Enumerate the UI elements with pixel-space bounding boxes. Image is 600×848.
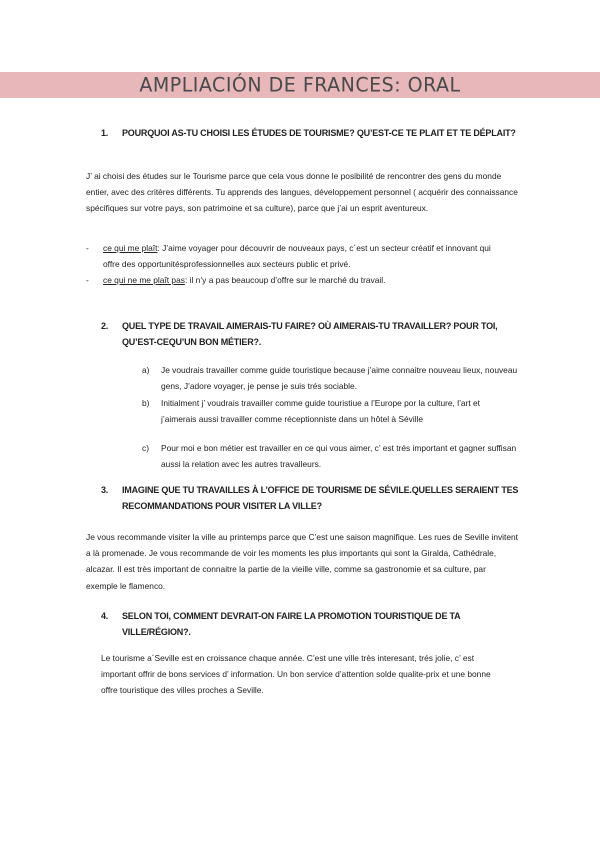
question-number: 1.	[101, 128, 109, 138]
question-text: IMAGINE QUE TU TRAVAILLES À L’OFFICE DE TOURISME DE SÉVILE.QUELLES SERAIENT TES RECOMMANDATIONS POUR VISITER LA VILLE?	[122, 485, 519, 511]
answer-1: J’ ai choisi des études sur le Tourisme parce que cela vous donne le posibilité de rencontrer des gens du monde entier, avec des critères différents. Tu apprends des langues, développement personnel ( acquérir des connaissance spécifiques sur votre pays, son patrimoine et sa culture), parce que j’ai un esprit aventureux.	[86, 171, 518, 214]
bullet-item: - ce qui me plaît: J’aime voyager pour découvrir de nouveaux pays, c´est un secteur créatif et innovant qui offre des opportunitésprofessionnelles aux secteurs public et privé.	[86, 243, 491, 270]
answer-4: Le tourisme a´Seville est en croissance chaque année. C’est une ville très interesant, trés jolie, c’ est important offrir de bons services d’ information. Un bon service d’attention solde qualite-prix et une bonne offre touristique des villes proches a Seville.	[101, 653, 491, 696]
question-text: SELON TOI, COMMENT DEVRAIT-ON FAIRE LA PROMOTION TOURISTIQUE DE TA VILLE/RÉGION?.	[122, 611, 461, 637]
list-item: b) Initialment j’ voudrais travailler comme guide touristiue a l’Europe por la culture, l’art et j’aimerais aussi travailler comme réceptionniste dans un hôtel à Séville	[142, 398, 481, 425]
document-title: AMPLIACIÓN DE FRANCES: ORAL	[139, 73, 461, 97]
question-text: QUEL TYPE DE TRAVAIL AIMERAIS-TU FAIRE? OÙ AIMERAIS-TU TRAVAILLER? POUR TOI, QU’EST-CEQU’UN BON MÉTIER?.	[122, 321, 498, 347]
question-3	[101, 482, 521, 514]
question-text: POURQUOI AS-TU CHOISI LES ÉTUDES DE TOURISME? QU’EST-CE TE PLAIT ET TE DÉPLAIT?	[122, 128, 516, 138]
bullet-label: ce qui me plaît	[103, 243, 158, 253]
question-number: 3.	[101, 485, 109, 495]
answer-3: Je vous recommande visiter la ville au printemps parce que C’est une saison magnifique. Les rues de Seville invitent a là promenade. Je vous recommande de voir les moments les plus importants qui sont la Giralda, Cathédrale, alcazar. Il est très important de connaitre la partie de la vieille ville, comme sa gastronomie et sa culture, par exemple le flamenco.	[86, 532, 518, 591]
question-number: 2.	[101, 321, 109, 331]
question-number: 4.	[101, 611, 109, 621]
question-2	[101, 318, 521, 350]
bullet-item: - ce qui ne me plaît pas: il n’y a pas beaucoup d’offre sur le marché du travail.	[86, 275, 386, 285]
question-1	[101, 125, 521, 141]
question-4	[101, 608, 521, 640]
list-item: a) Je voudrais travailler comme guide touristique because j’aime connaitre nouveau lieux, nouveau gens, J’adore voyager, je pense je suis trés sociable.	[142, 365, 518, 392]
bullet-label: ce qui ne me plaît pas	[103, 275, 185, 285]
list-item: c) Pour moi e bon métier est travailler en ce qui vous aimer, c’ est trés important et gagner suffisan aussi la relation avec les autres travalleurs.	[142, 443, 517, 470]
